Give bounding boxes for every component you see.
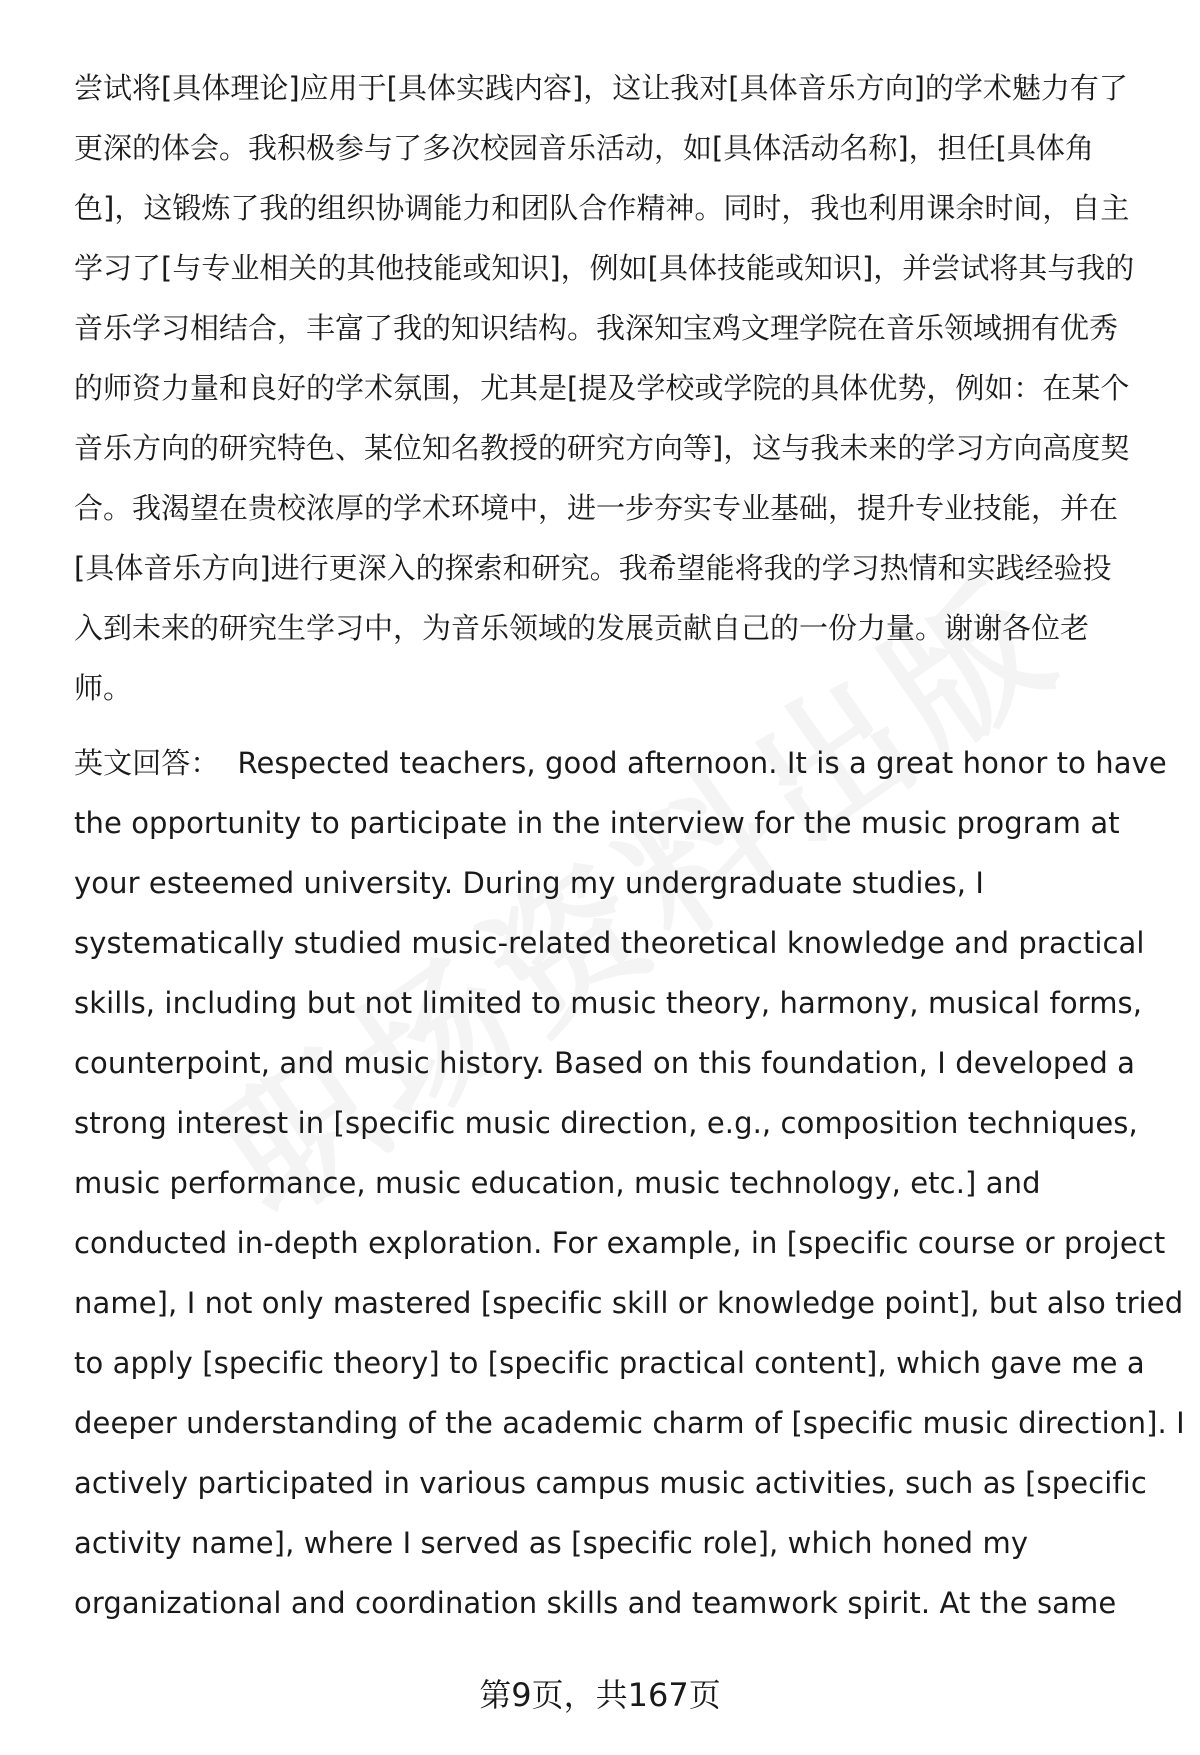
text-line: strong interest in [specific music direction, e.g., composition techniques,	[74, 1106, 1138, 1140]
text-line	[74, 733, 1167, 793]
text-line-content: Respected teachers, good afternoon. It is a great honor to have	[237, 746, 1167, 780]
text-line: 更深的体会。我积极参与了多次校园音乐活动，如[具体活动名称]，担任[具体角	[74, 131, 1094, 165]
text-line: 音乐方向的研究特色、某位知名教授的研究方向等]，这与我未来的学习方向高度契	[74, 431, 1130, 465]
text-line: 学习了[与专业相关的其他技能或知识]，例如[具体技能或知识]，并尝试将其与我的	[74, 251, 1135, 285]
text-line: systematically studied music-related theoretical knowledge and practical	[74, 926, 1145, 960]
english-answer-paragraph	[74, 733, 1185, 1633]
text-line: 的师资力量和良好的学术氛围，尤其是[提及学校或学院的具体优势，例如：在某个	[74, 371, 1130, 405]
document-body	[74, 58, 1185, 1633]
text-line: 尝试将[具体理论]应用于[具体实践内容]，这让我对[具体音乐方向]的学术魅力有了	[74, 71, 1128, 105]
text-line: your esteemed university. During my undergraduate studies, I	[74, 866, 984, 900]
text-line: to apply [specific theory] to [specific practical content], which gave me a	[74, 1346, 1145, 1380]
english-answer-label: 英文回答：	[74, 746, 220, 780]
text-line: 师。	[74, 671, 133, 705]
text-line: 合。我渴望在贵校浓厚的学术环境中，进一步夯实专业基础，提升专业技能，并在	[74, 491, 1119, 525]
text-line: organizational and coordination skills and teamwork spirit. At the same	[74, 1586, 1117, 1620]
text-line: conducted in-depth exploration. For example, in [specific course or project	[74, 1226, 1166, 1260]
text-line: 音乐学习相结合，丰富了我的知识结构。我深知宝鸡文理学院在音乐领域拥有优秀	[74, 311, 1119, 345]
page-number-footer: 第9页，共167页	[479, 1676, 721, 1714]
text-line: skills, including but not limited to music theory, harmony, musical forms,	[74, 986, 1143, 1020]
text-line: counterpoint, and music history. Based on this foundation, I developed a	[74, 1046, 1136, 1080]
text-line: 色]，这锻炼了我的组织协调能力和团队合作精神。同时，我也利用课余时间，自主	[74, 191, 1130, 225]
paragraph-gap	[74, 718, 1154, 733]
text-line: deeper understanding of the academic charm of [specific music direction]. I	[74, 1406, 1185, 1440]
text-line: the opportunity to participate in the interview for the music program at	[74, 806, 1120, 840]
text-line: music performance, music education, music technology, etc.] and	[74, 1166, 1041, 1200]
chinese-answer-paragraph	[74, 58, 1154, 718]
text-line: actively participated in various campus music activities, such as [specific	[74, 1466, 1147, 1500]
text-line: 入到未来的研究生学习中，为音乐领域的发展贡献自己的一份力量。谢谢各位老	[74, 611, 1090, 645]
text-line: name], I not only mastered [specific skill or knowledge point], but also tried	[74, 1286, 1184, 1320]
text-line: activity name], where I served as [specific role], which honed my	[74, 1526, 1029, 1560]
text-line: [具体音乐方向]进行更深入的探索和研究。我希望能将我的学习热情和实践经验投	[74, 551, 1112, 585]
